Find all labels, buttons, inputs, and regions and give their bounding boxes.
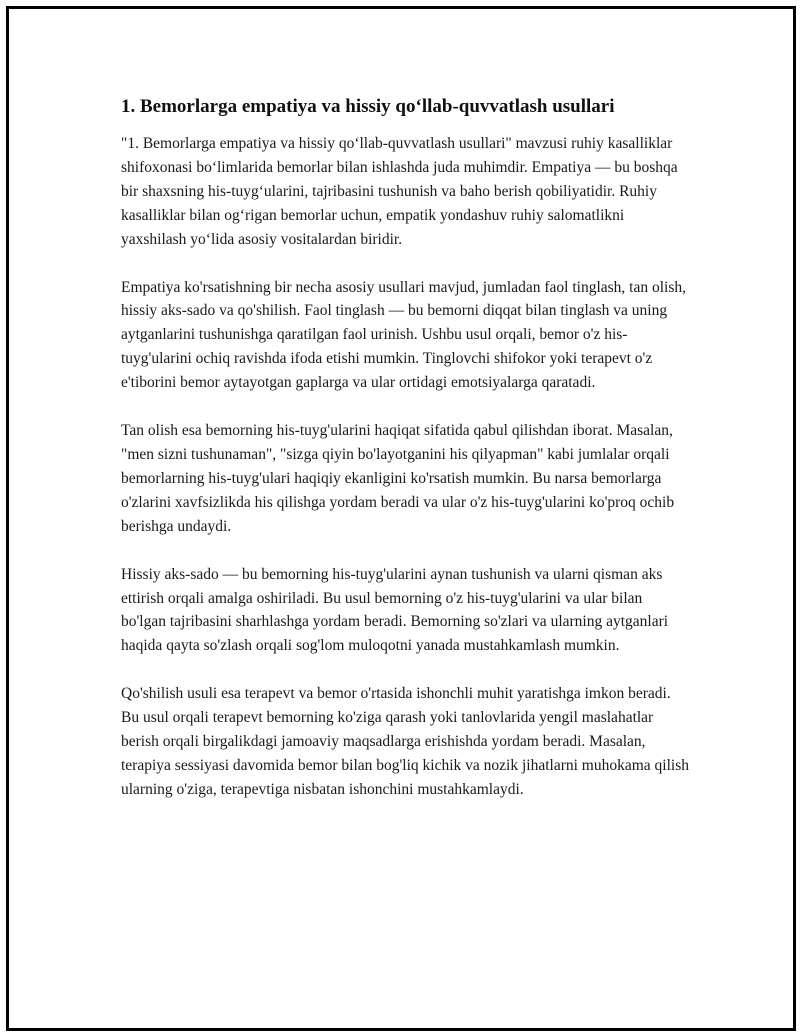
document-title: 1. Bemorlarga empatiya va hissiy qo‘llab-quvvatlash usullari [121,96,615,117]
paragraph-1: "1. Bemorlarga empatiya va hissiy qo‘llab-quvvatlash usullari" mavzusi ruhiy kasalliklar shifoxonasi bo‘limlarida bemorlar bilan ishlashda juda muhimdir. Empatiya — bu boshqa bir shaxsning his-tuyg‘ularini, tajribasini tushunish va baho berish qobiliyatidir. Ruhiy kasalliklar bilan og‘rigan bemorlar uchun, empatik yondashuv ruhiy salomatlikni yaxshilash yo‘lida asosiy vositalardan biridir. [121,135,678,248]
paragraph-2: Empatiya ko'rsatishning bir necha asosiy usullari mavjud, jumladan faol tinglash, tan olish, hissiy aks-sado va qo'shilish. Faol tinglash — bu bemorni diqqat bilan tinglash va uning aytganlarini tushunishga qaratilgan faol urinish. Ushbu usul orqali, bemor o'z his-tuyg'ularini ochiq ravishda ifoda etishi mumkin. Tinglovchi shifokor yoki terapevt o'z e'tiborini bemor aytayotgan gaplarga va ular ortidagi emotsiyalarga qaratadi. [121,278,686,392]
paragraph-5: Qo'shilish usuli esa terapevt va bemor o'rtasida ishonchli muhit yaratishga imkon beradi. Bu usul orqali terapevt bemorning ko'ziga qarash yoki tanlovlarida yengil maslahatlar berish orqali birgalikdagi jamoaviy maqsadlarga erishishda yordam beradi. Masalan, terapiya sessiyasi davomida bemor bilan bog'liq kichik va nozik jihatlarni muhokama qilish ularning o'ziga, terapevtiga nisbatan ishonchini mustahkamlaydi. [121,685,689,798]
page-frame [6,6,796,1031]
paragraph-4: Hissiy aks-sado — bu bemorning his-tuyg'ularini aynan tushunish va ularni qisman aks ettirish orqali amalga oshiriladi. Bu usul bemorning o'z his-tuyg'ularini va ular bilan bo'lgan tajribasini sharhlashga yordam beradi. Bemorning so'zlari va ularning aytganlari haqida qayta so'zlash orqali sog'lom muloqotni yanada mustahkamlash mumkin. [121,565,669,655]
paragraph-3: Tan olish esa bemorning his-tuyg'ularini haqiqat sifatida qabul qilishdan iborat. Masalan, "men sizni tushunaman", "sizga qiyin bo'layotganini his qilyapman" kabi jumlalar orqali bemorlarning his-tuyg'ulari haqiqiy ekanligini ko'rsatish mumkin. Bu narsa bemorlarga o'zlarini xavfsizlikda his qilishga yordam beradi va ular o'z his-tuyg'ularini ko'proq ochib berishga undaydi. [121,422,675,535]
document-body [121,94,691,826]
